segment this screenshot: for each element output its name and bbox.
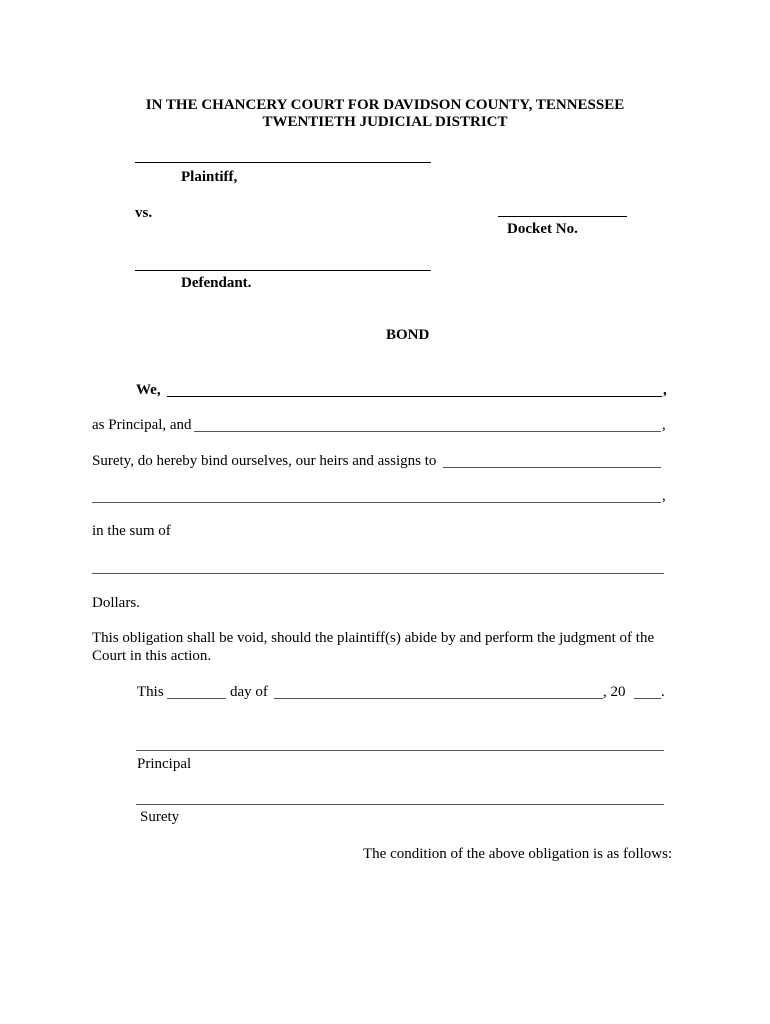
date-month-field[interactable] xyxy=(274,698,603,699)
date-period: . xyxy=(661,684,665,700)
surety-binding-text: Surety, do hereby bind ourselves, our heirs and assigns to xyxy=(92,453,437,469)
surety-signature-field[interactable] xyxy=(136,804,664,805)
assigns-comma: , xyxy=(662,488,666,504)
bond-title: BOND xyxy=(386,327,430,343)
surety-name-field[interactable] xyxy=(194,431,661,432)
docket-number-field[interactable] xyxy=(498,216,627,217)
court-heading: IN THE CHANCERY COURT FOR DAVIDSON COUNTY, TENNESSEE xyxy=(145,97,625,113)
district-heading: TWENTIETH JUDICIAL DISTRICT xyxy=(262,114,508,130)
sum-label: in the sum of xyxy=(92,523,171,539)
surety-signature-label: Surety xyxy=(140,809,180,825)
obligors-name-field[interactable] xyxy=(167,396,662,397)
date-year-field[interactable] xyxy=(634,698,661,699)
docket-label: Docket No. xyxy=(507,221,578,237)
principal-label: as Principal, and xyxy=(92,417,192,433)
date-day-of-label: day of xyxy=(230,684,268,700)
obligee-name-field[interactable] xyxy=(443,467,661,468)
obligee-name-continued-field[interactable] xyxy=(92,502,661,503)
bond-amount-field[interactable] xyxy=(92,573,664,574)
defendant-label: Defendant. xyxy=(181,275,252,291)
plaintiff-name-field[interactable] xyxy=(135,162,431,163)
obligation-text-line2: Court in this action. xyxy=(92,648,212,664)
defendant-name-field[interactable] xyxy=(135,270,431,271)
condition-statement: The condition of the above obligation is as follows: xyxy=(363,846,673,862)
principal-comma: , xyxy=(662,417,666,433)
principal-signature-field[interactable] xyxy=(136,750,664,751)
date-year-prefix: , 20 xyxy=(603,684,626,700)
dollars-label: Dollars. xyxy=(92,595,140,611)
date-day-field[interactable] xyxy=(167,698,226,699)
principal-signature-label: Principal xyxy=(137,756,192,772)
obligation-text-line1: This obligation shall be void, should the plaintiff(s) abide by and perform the judgment of the xyxy=(92,630,655,646)
date-this-label: This xyxy=(137,684,164,700)
plaintiff-label: Plaintiff, xyxy=(181,169,238,185)
we-comma: , xyxy=(663,382,667,398)
we-label: We, xyxy=(136,382,161,398)
versus-label: vs. xyxy=(135,205,153,221)
